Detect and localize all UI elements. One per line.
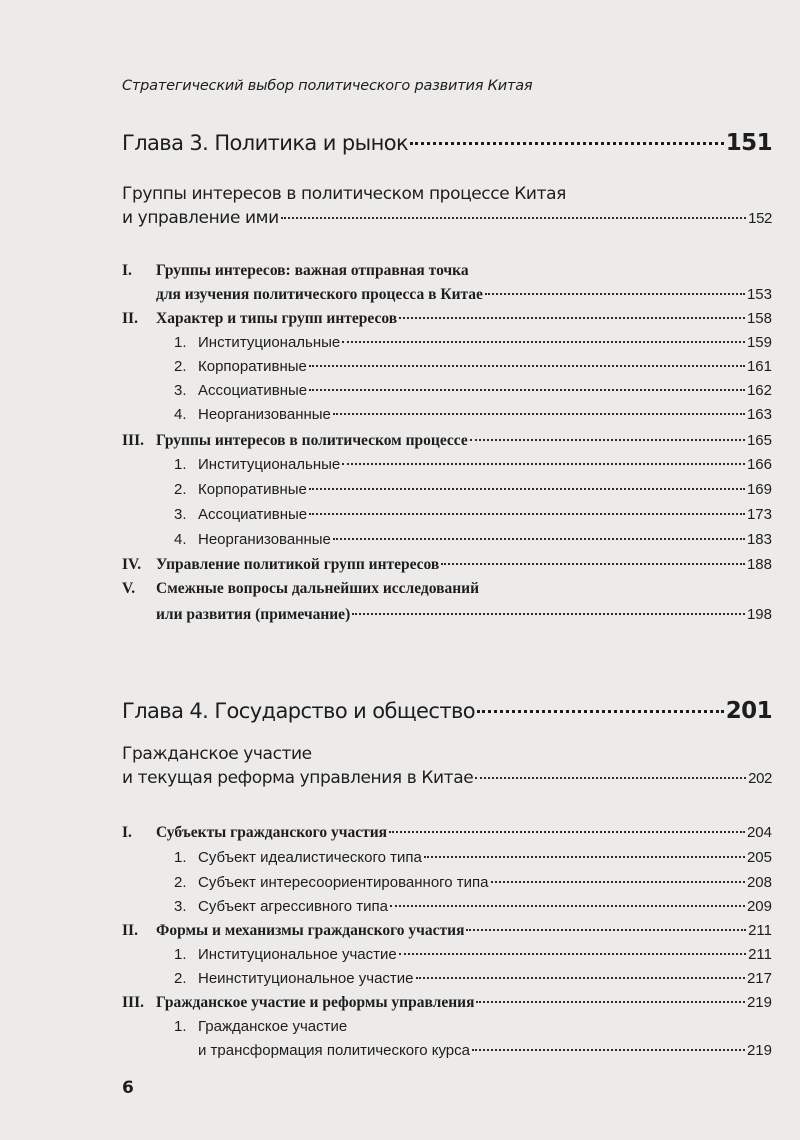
dot-leader bbox=[472, 1049, 745, 1051]
dot-leader bbox=[389, 831, 745, 833]
toc-subitem[interactable] bbox=[174, 506, 772, 523]
subitem-title: Субъект интересоориентированного типа bbox=[198, 874, 489, 891]
item-title: Смежные вопросы дальнейших исследований bbox=[156, 580, 480, 597]
page-number: 161 bbox=[746, 358, 772, 375]
page-number: 183 bbox=[746, 531, 772, 548]
sub-number: 2. bbox=[174, 970, 187, 987]
toc-item[interactable] bbox=[156, 606, 772, 624]
page-number: 217 bbox=[746, 970, 772, 987]
item-title: Характер и типы групп интересов bbox=[156, 310, 398, 327]
toc-subitem[interactable] bbox=[174, 898, 772, 915]
subitem-title: Неинституциональное участие bbox=[198, 970, 414, 987]
page-number: 163 bbox=[746, 406, 772, 423]
folio-page-number: 6 bbox=[122, 1078, 134, 1098]
page-number: 219 bbox=[746, 994, 772, 1011]
roman-numeral: II. bbox=[122, 922, 138, 939]
dot-leader bbox=[416, 977, 745, 979]
toc-item[interactable] bbox=[122, 994, 772, 1012]
dot-leader bbox=[309, 389, 745, 391]
sub-number: 1. bbox=[174, 946, 187, 963]
subitem-title: Субъект идеалистического типа bbox=[198, 849, 422, 866]
roman-numeral: III. bbox=[122, 994, 144, 1011]
dot-leader bbox=[485, 293, 745, 295]
toc-subitem[interactable] bbox=[174, 334, 772, 351]
item-title: Формы и механизмы гражданского участия bbox=[156, 922, 465, 939]
dot-leader bbox=[281, 217, 746, 219]
roman-numeral: V. bbox=[122, 580, 136, 597]
subitem-title: Субъект агрессивного типа bbox=[198, 898, 388, 915]
toc-item[interactable] bbox=[122, 556, 772, 574]
chapter-title: Глава 3. Политика и рынок bbox=[122, 131, 409, 155]
section-entry[interactable] bbox=[122, 768, 772, 788]
dot-leader bbox=[399, 317, 745, 319]
roman-numeral: I. bbox=[122, 262, 132, 279]
page-number: 169 bbox=[746, 481, 772, 498]
sub-number: 2. bbox=[174, 874, 187, 891]
subitem-title-cont: и трансформация политического курса bbox=[198, 1042, 470, 1059]
subitem-title: Корпоративные bbox=[198, 358, 307, 375]
toc-item[interactable] bbox=[122, 432, 772, 450]
dot-leader bbox=[333, 413, 745, 415]
item-title-cont: для изучения политического процесса в Китае bbox=[156, 286, 483, 303]
section-title: Группы интересов в политическом процессе Китая bbox=[122, 184, 566, 204]
toc-item[interactable] bbox=[156, 286, 772, 304]
item-title: Группы интересов в политическом процессе bbox=[156, 432, 468, 449]
page-number: 198 bbox=[746, 606, 772, 623]
page-number: 162 bbox=[746, 382, 772, 399]
subitem-title: Институциональные bbox=[198, 334, 341, 351]
item-title: Группы интересов: важная отправная точка bbox=[156, 262, 469, 279]
dot-leader bbox=[399, 953, 746, 955]
page-number: 173 bbox=[746, 506, 772, 523]
page-number: 152 bbox=[748, 210, 772, 227]
dot-leader bbox=[352, 613, 745, 615]
item-title-cont: или развития (примечание) bbox=[156, 606, 351, 623]
toc-subitem[interactable] bbox=[174, 382, 772, 399]
roman-numeral: I. bbox=[122, 824, 132, 841]
page-number: 208 bbox=[746, 874, 772, 891]
dot-leader bbox=[390, 905, 745, 907]
page-number: 211 bbox=[748, 946, 772, 963]
item-title: Управление политикой групп интересов bbox=[156, 556, 440, 573]
roman-numeral: IV. bbox=[122, 556, 142, 573]
section-title-cont: и текущая реформа управления в Китае bbox=[122, 768, 474, 788]
page-number: 158 bbox=[746, 310, 772, 327]
roman-numeral: III. bbox=[122, 432, 144, 449]
toc-subitem[interactable] bbox=[174, 481, 772, 498]
page-number: 202 bbox=[748, 770, 772, 787]
subitem-title: Корпоративные bbox=[198, 481, 307, 498]
toc-item-heading bbox=[122, 262, 469, 280]
page-number: 188 bbox=[746, 556, 772, 573]
toc-subitem[interactable] bbox=[174, 456, 772, 473]
page-number: 159 bbox=[746, 334, 772, 351]
toc-item-heading bbox=[122, 580, 479, 598]
dot-leader bbox=[470, 439, 745, 441]
chapter-3-entry[interactable] bbox=[122, 130, 772, 156]
sub-number: 4. bbox=[174, 531, 187, 548]
page-number: 219 bbox=[746, 1042, 772, 1059]
dot-leader bbox=[475, 777, 746, 779]
dot-leader bbox=[342, 341, 745, 343]
toc-subitem[interactable] bbox=[174, 970, 772, 987]
toc-subitem[interactable] bbox=[174, 531, 772, 548]
sub-number: 2. bbox=[174, 358, 187, 375]
subitem-title: Неорганизованные bbox=[198, 406, 331, 423]
sub-number: 1. bbox=[174, 849, 187, 866]
subitem-title: Институциональное участие bbox=[198, 946, 397, 963]
sub-number: 1. bbox=[174, 334, 187, 351]
dot-leader bbox=[309, 365, 745, 367]
dot-leader bbox=[309, 488, 745, 490]
subitem-title: Гражданское участие bbox=[198, 1018, 348, 1035]
page-number: 165 bbox=[746, 432, 772, 449]
section-title-cont: и управление ими bbox=[122, 208, 279, 228]
dot-leader bbox=[309, 513, 745, 515]
sub-number: 2. bbox=[174, 481, 187, 498]
dot-leader bbox=[342, 463, 745, 465]
toc-subitem-heading bbox=[174, 1018, 347, 1035]
subitem-title: Неорганизованные bbox=[198, 531, 331, 548]
dot-leader bbox=[333, 538, 745, 540]
roman-numeral: II. bbox=[122, 310, 138, 327]
item-title: Субъекты гражданского участия bbox=[156, 824, 388, 841]
section-title: Гражданское участие bbox=[122, 744, 312, 764]
toc-subitem[interactable] bbox=[174, 406, 772, 423]
toc-item[interactable] bbox=[122, 922, 772, 940]
subitem-title: Ассоциативные bbox=[198, 382, 308, 399]
sub-number: 1. bbox=[174, 1018, 187, 1035]
sub-number: 3. bbox=[174, 898, 187, 915]
dot-leader bbox=[477, 710, 724, 713]
dot-leader bbox=[441, 563, 745, 565]
page-number: 211 bbox=[748, 922, 772, 939]
running-head: Стратегический выбор политического развития Китая bbox=[122, 78, 533, 94]
toc-subitem[interactable] bbox=[174, 358, 772, 375]
page-number: 201 bbox=[725, 698, 772, 724]
toc-subitem[interactable] bbox=[174, 946, 772, 963]
item-title: Гражданское участие и реформы управления bbox=[156, 994, 475, 1011]
page-number: 209 bbox=[746, 898, 772, 915]
toc-subitem[interactable] bbox=[174, 849, 772, 866]
subitem-title: Институциональные bbox=[198, 456, 341, 473]
subitem-title: Ассоциативные bbox=[198, 506, 308, 523]
dot-leader bbox=[410, 142, 724, 145]
page-number: 166 bbox=[746, 456, 772, 473]
dot-leader bbox=[491, 881, 745, 883]
chapter-title: Глава 4. Государство и общество bbox=[122, 699, 475, 723]
sub-number: 1. bbox=[174, 456, 187, 473]
page-number: 153 bbox=[746, 286, 772, 303]
sub-number: 3. bbox=[174, 506, 187, 523]
chapter-4-entry[interactable] bbox=[122, 698, 772, 724]
sub-number: 3. bbox=[174, 382, 187, 399]
toc-subitem[interactable] bbox=[198, 1042, 772, 1059]
toc-item[interactable] bbox=[122, 310, 772, 328]
page-number: 204 bbox=[746, 824, 772, 841]
sub-number: 4. bbox=[174, 406, 187, 423]
page-number: 205 bbox=[746, 849, 772, 866]
toc-subitem[interactable] bbox=[174, 874, 772, 891]
dot-leader bbox=[476, 1001, 744, 1003]
page-number: 151 bbox=[725, 130, 772, 156]
dot-leader bbox=[424, 856, 745, 858]
section-entry[interactable] bbox=[122, 208, 772, 228]
dot-leader bbox=[466, 929, 746, 931]
toc-item[interactable] bbox=[122, 824, 772, 842]
